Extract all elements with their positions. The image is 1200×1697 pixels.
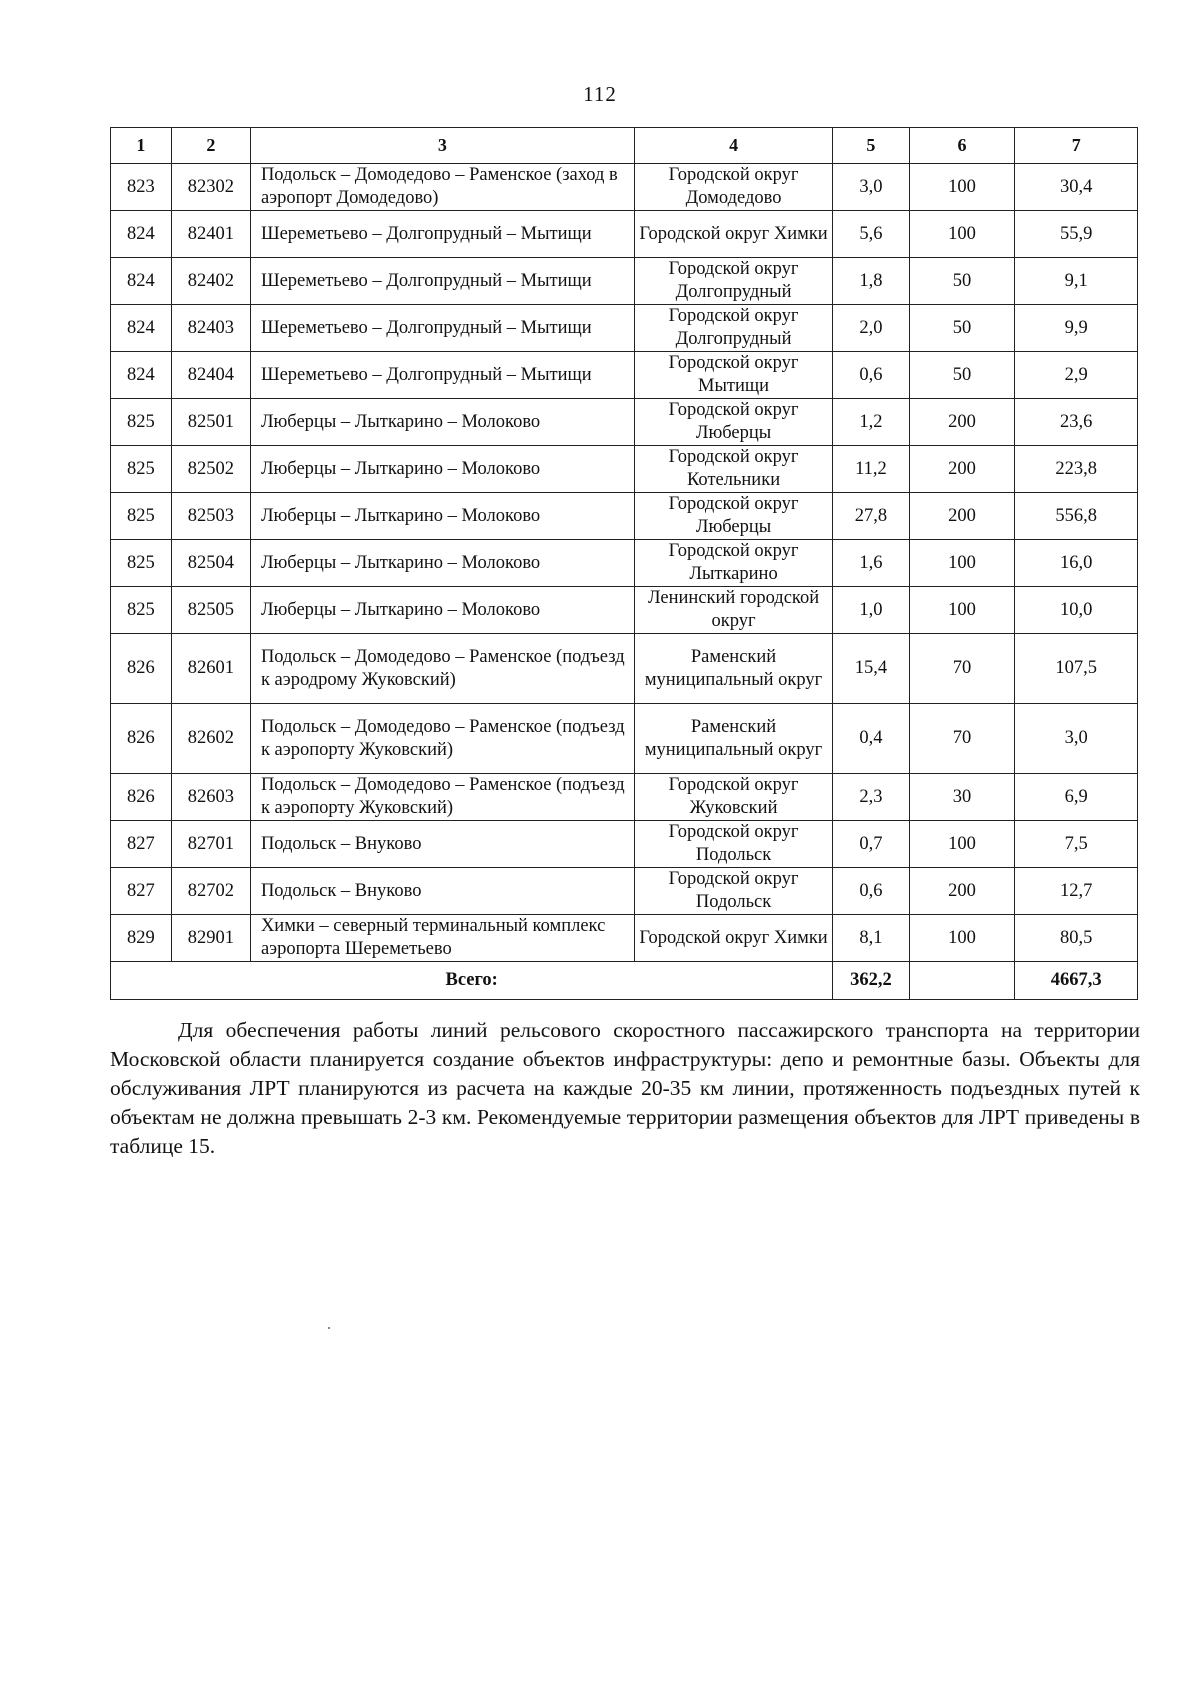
value-cell: 9,1 bbox=[1015, 258, 1138, 305]
header-cell: 3 bbox=[250, 128, 634, 164]
route-code-cell: 82504 bbox=[171, 540, 250, 587]
route-name-cell: Подольск – Внуково bbox=[250, 868, 634, 915]
row-number-cell: 829 bbox=[111, 915, 172, 962]
route-code-cell: 82503 bbox=[171, 493, 250, 540]
interval-cell: 70 bbox=[909, 634, 1015, 704]
interval-cell: 100 bbox=[909, 821, 1015, 868]
route-name-cell: Люберцы – Лыткарино – Молоково bbox=[250, 587, 634, 634]
header-cell: 4 bbox=[634, 128, 833, 164]
route-name-cell: Подольск – Домодедово – Раменское (подъезд к аэропорту Жуковский) bbox=[250, 704, 634, 774]
route-name-cell: Подольск – Домодедово – Раменское (заход в аэропорт Домодедово) bbox=[250, 164, 634, 211]
district-cell: Городской округ Долгопрудный bbox=[634, 305, 833, 352]
length-cell: 5,6 bbox=[833, 211, 909, 258]
header-cell: 1 bbox=[111, 128, 172, 164]
table-row bbox=[111, 211, 1138, 258]
row-number-cell: 827 bbox=[111, 868, 172, 915]
length-cell: 1,6 bbox=[833, 540, 909, 587]
row-number-cell: 824 bbox=[111, 258, 172, 305]
page-number: 112 bbox=[583, 82, 617, 106]
header-cell: 2 bbox=[171, 128, 250, 164]
length-cell: 0,6 bbox=[833, 352, 909, 399]
table-row bbox=[111, 446, 1138, 493]
route-name-cell: Шереметьево – Долгопрудный – Мытищи bbox=[250, 211, 634, 258]
length-cell: 1,0 bbox=[833, 587, 909, 634]
route-code-cell: 82701 bbox=[171, 821, 250, 868]
table-row bbox=[111, 305, 1138, 352]
value-cell: 7,5 bbox=[1015, 821, 1138, 868]
interval-cell: 100 bbox=[909, 915, 1015, 962]
value-cell: 23,6 bbox=[1015, 399, 1138, 446]
route-code-cell: 82302 bbox=[171, 164, 250, 211]
route-name-cell: Шереметьево – Долгопрудный – Мытищи bbox=[250, 258, 634, 305]
route-code-cell: 82505 bbox=[171, 587, 250, 634]
table-row bbox=[111, 868, 1138, 915]
interval-cell: 200 bbox=[909, 399, 1015, 446]
route-name-cell: Химки – северный терминальный комплекс аэропорта Шереметьево bbox=[250, 915, 634, 962]
value-cell: 55,9 bbox=[1015, 211, 1138, 258]
length-cell: 0,4 bbox=[833, 704, 909, 774]
district-cell: Городской округ Химки bbox=[634, 915, 833, 962]
row-number-cell: 825 bbox=[111, 446, 172, 493]
table-row bbox=[111, 540, 1138, 587]
value-cell: 10,0 bbox=[1015, 587, 1138, 634]
value-cell: 6,9 bbox=[1015, 774, 1138, 821]
row-number-cell: 826 bbox=[111, 774, 172, 821]
district-cell: Городской округ Подольск bbox=[634, 821, 833, 868]
district-cell: Городской округ Домодедово bbox=[634, 164, 833, 211]
interval-cell: 30 bbox=[909, 774, 1015, 821]
interval-cell: 100 bbox=[909, 540, 1015, 587]
route-code-cell: 82403 bbox=[171, 305, 250, 352]
route-name-cell: Люберцы – Лыткарино – Молоково bbox=[250, 493, 634, 540]
value-cell: 2,9 bbox=[1015, 352, 1138, 399]
table-row bbox=[111, 821, 1138, 868]
route-code-cell: 82602 bbox=[171, 704, 250, 774]
table-row bbox=[111, 704, 1138, 774]
total-row bbox=[111, 962, 1138, 1000]
interval-cell: 100 bbox=[909, 211, 1015, 258]
route-name-cell: Люберцы – Лыткарино – Молоково bbox=[250, 446, 634, 493]
length-cell: 1,2 bbox=[833, 399, 909, 446]
row-number-cell: 823 bbox=[111, 164, 172, 211]
row-number-cell: 825 bbox=[111, 587, 172, 634]
interval-cell: 50 bbox=[909, 305, 1015, 352]
row-number-cell: 825 bbox=[111, 540, 172, 587]
length-cell: 1,8 bbox=[833, 258, 909, 305]
length-cell: 11,2 bbox=[833, 446, 909, 493]
route-name-cell: Шереметьево – Долгопрудный – Мытищи bbox=[250, 352, 634, 399]
header-cell: 7 bbox=[1015, 128, 1138, 164]
total-empty-cell bbox=[909, 962, 1015, 1000]
table-row bbox=[111, 774, 1138, 821]
route-code-cell: 82601 bbox=[171, 634, 250, 704]
route-name-cell: Подольск – Домодедово – Раменское (подъезд к аэропорту Жуковский) bbox=[250, 774, 634, 821]
interval-cell: 50 bbox=[909, 258, 1015, 305]
route-name-cell: Люберцы – Лыткарино – Молоково bbox=[250, 399, 634, 446]
route-code-cell: 82603 bbox=[171, 774, 250, 821]
interval-cell: 200 bbox=[909, 446, 1015, 493]
length-cell: 3,0 bbox=[833, 164, 909, 211]
row-number-cell: 824 bbox=[111, 305, 172, 352]
route-name-cell: Подольск – Внуково bbox=[250, 821, 634, 868]
row-number-cell: 824 bbox=[111, 352, 172, 399]
route-code-cell: 82502 bbox=[171, 446, 250, 493]
value-cell: 223,8 bbox=[1015, 446, 1138, 493]
route-code-cell: 82901 bbox=[171, 915, 250, 962]
interval-cell: 100 bbox=[909, 164, 1015, 211]
length-cell: 0,7 bbox=[833, 821, 909, 868]
district-cell: Городской округ Люберцы bbox=[634, 399, 833, 446]
value-cell: 12,7 bbox=[1015, 868, 1138, 915]
district-cell: Городской округ Жуковский bbox=[634, 774, 833, 821]
total-length: 362,2 bbox=[833, 962, 909, 1000]
total-label: Всего: bbox=[111, 962, 833, 1000]
interval-cell: 100 bbox=[909, 587, 1015, 634]
value-cell: 80,5 bbox=[1015, 915, 1138, 962]
route-code-cell: 82702 bbox=[171, 868, 250, 915]
length-cell: 8,1 bbox=[833, 915, 909, 962]
interval-cell: 50 bbox=[909, 352, 1015, 399]
table-row bbox=[111, 634, 1138, 704]
table-row bbox=[111, 258, 1138, 305]
length-cell: 2,3 bbox=[833, 774, 909, 821]
row-number-cell: 826 bbox=[111, 704, 172, 774]
header-cell: 5 bbox=[833, 128, 909, 164]
district-cell: Городской округ Люберцы bbox=[634, 493, 833, 540]
data-table bbox=[110, 127, 1138, 1000]
row-number-cell: 827 bbox=[111, 821, 172, 868]
table-header-row bbox=[111, 128, 1138, 164]
interval-cell: 70 bbox=[909, 704, 1015, 774]
value-cell: 9,9 bbox=[1015, 305, 1138, 352]
route-code-cell: 82402 bbox=[171, 258, 250, 305]
row-number-cell: 824 bbox=[111, 211, 172, 258]
table-row bbox=[111, 587, 1138, 634]
table-row bbox=[111, 399, 1138, 446]
interval-cell: 200 bbox=[909, 868, 1015, 915]
row-number-cell: 825 bbox=[111, 493, 172, 540]
district-cell: Городской округ Долгопрудный bbox=[634, 258, 833, 305]
table-row bbox=[111, 352, 1138, 399]
district-cell: Городской округ Мытищи bbox=[634, 352, 833, 399]
interval-cell: 200 bbox=[909, 493, 1015, 540]
table-body bbox=[111, 164, 1138, 962]
length-cell: 27,8 bbox=[833, 493, 909, 540]
district-cell: Раменский муниципальный округ bbox=[634, 634, 833, 704]
length-cell: 0,6 bbox=[833, 868, 909, 915]
district-cell: Ленинский городской округ bbox=[634, 587, 833, 634]
route-code-cell: 82401 bbox=[171, 211, 250, 258]
district-cell: Раменский муниципальный округ bbox=[634, 704, 833, 774]
value-cell: 16,0 bbox=[1015, 540, 1138, 587]
value-cell: 30,4 bbox=[1015, 164, 1138, 211]
district-cell: Городской округ Котельники bbox=[634, 446, 833, 493]
scan-speck bbox=[328, 1327, 330, 1329]
district-cell: Городской округ Лыткарино bbox=[634, 540, 833, 587]
paragraph-text: Для обеспечения работы линий рельсового скоростного пассажирского транспорта на территории Московской области планируется создание объектов инфраструктуры: депо и ремонтные базы. Объекты для обслуживания ЛРТ планируются из расчета на каждые 20-35 км линии, протяженность подъездных путей к объектам не должна превышать 2-3 км. Рекомендуемые территории размещения объектов для ЛРТ приведены в таблице 15. bbox=[110, 1018, 1140, 1158]
table-row bbox=[111, 493, 1138, 540]
length-cell: 15,4 bbox=[833, 634, 909, 704]
row-number-cell: 826 bbox=[111, 634, 172, 704]
length-cell: 2,0 bbox=[833, 305, 909, 352]
route-name-cell: Шереметьево – Долгопрудный – Мытищи bbox=[250, 305, 634, 352]
table-row bbox=[111, 915, 1138, 962]
route-code-cell: 82404 bbox=[171, 352, 250, 399]
route-code-cell: 82501 bbox=[171, 399, 250, 446]
district-cell: Городской округ Химки bbox=[634, 211, 833, 258]
value-cell: 556,8 bbox=[1015, 493, 1138, 540]
route-name-cell: Люберцы – Лыткарино – Молоково bbox=[250, 540, 634, 587]
table-row bbox=[111, 164, 1138, 211]
district-cell: Городской округ Подольск bbox=[634, 868, 833, 915]
row-number-cell: 825 bbox=[111, 399, 172, 446]
body-paragraph bbox=[110, 1016, 1140, 1161]
value-cell: 3,0 bbox=[1015, 704, 1138, 774]
total-value: 4667,3 bbox=[1015, 962, 1138, 1000]
route-name-cell: Подольск – Домодедово – Раменское (подъезд к аэродрому Жуковский) bbox=[250, 634, 634, 704]
header-cell: 6 bbox=[909, 128, 1015, 164]
value-cell: 107,5 bbox=[1015, 634, 1138, 704]
